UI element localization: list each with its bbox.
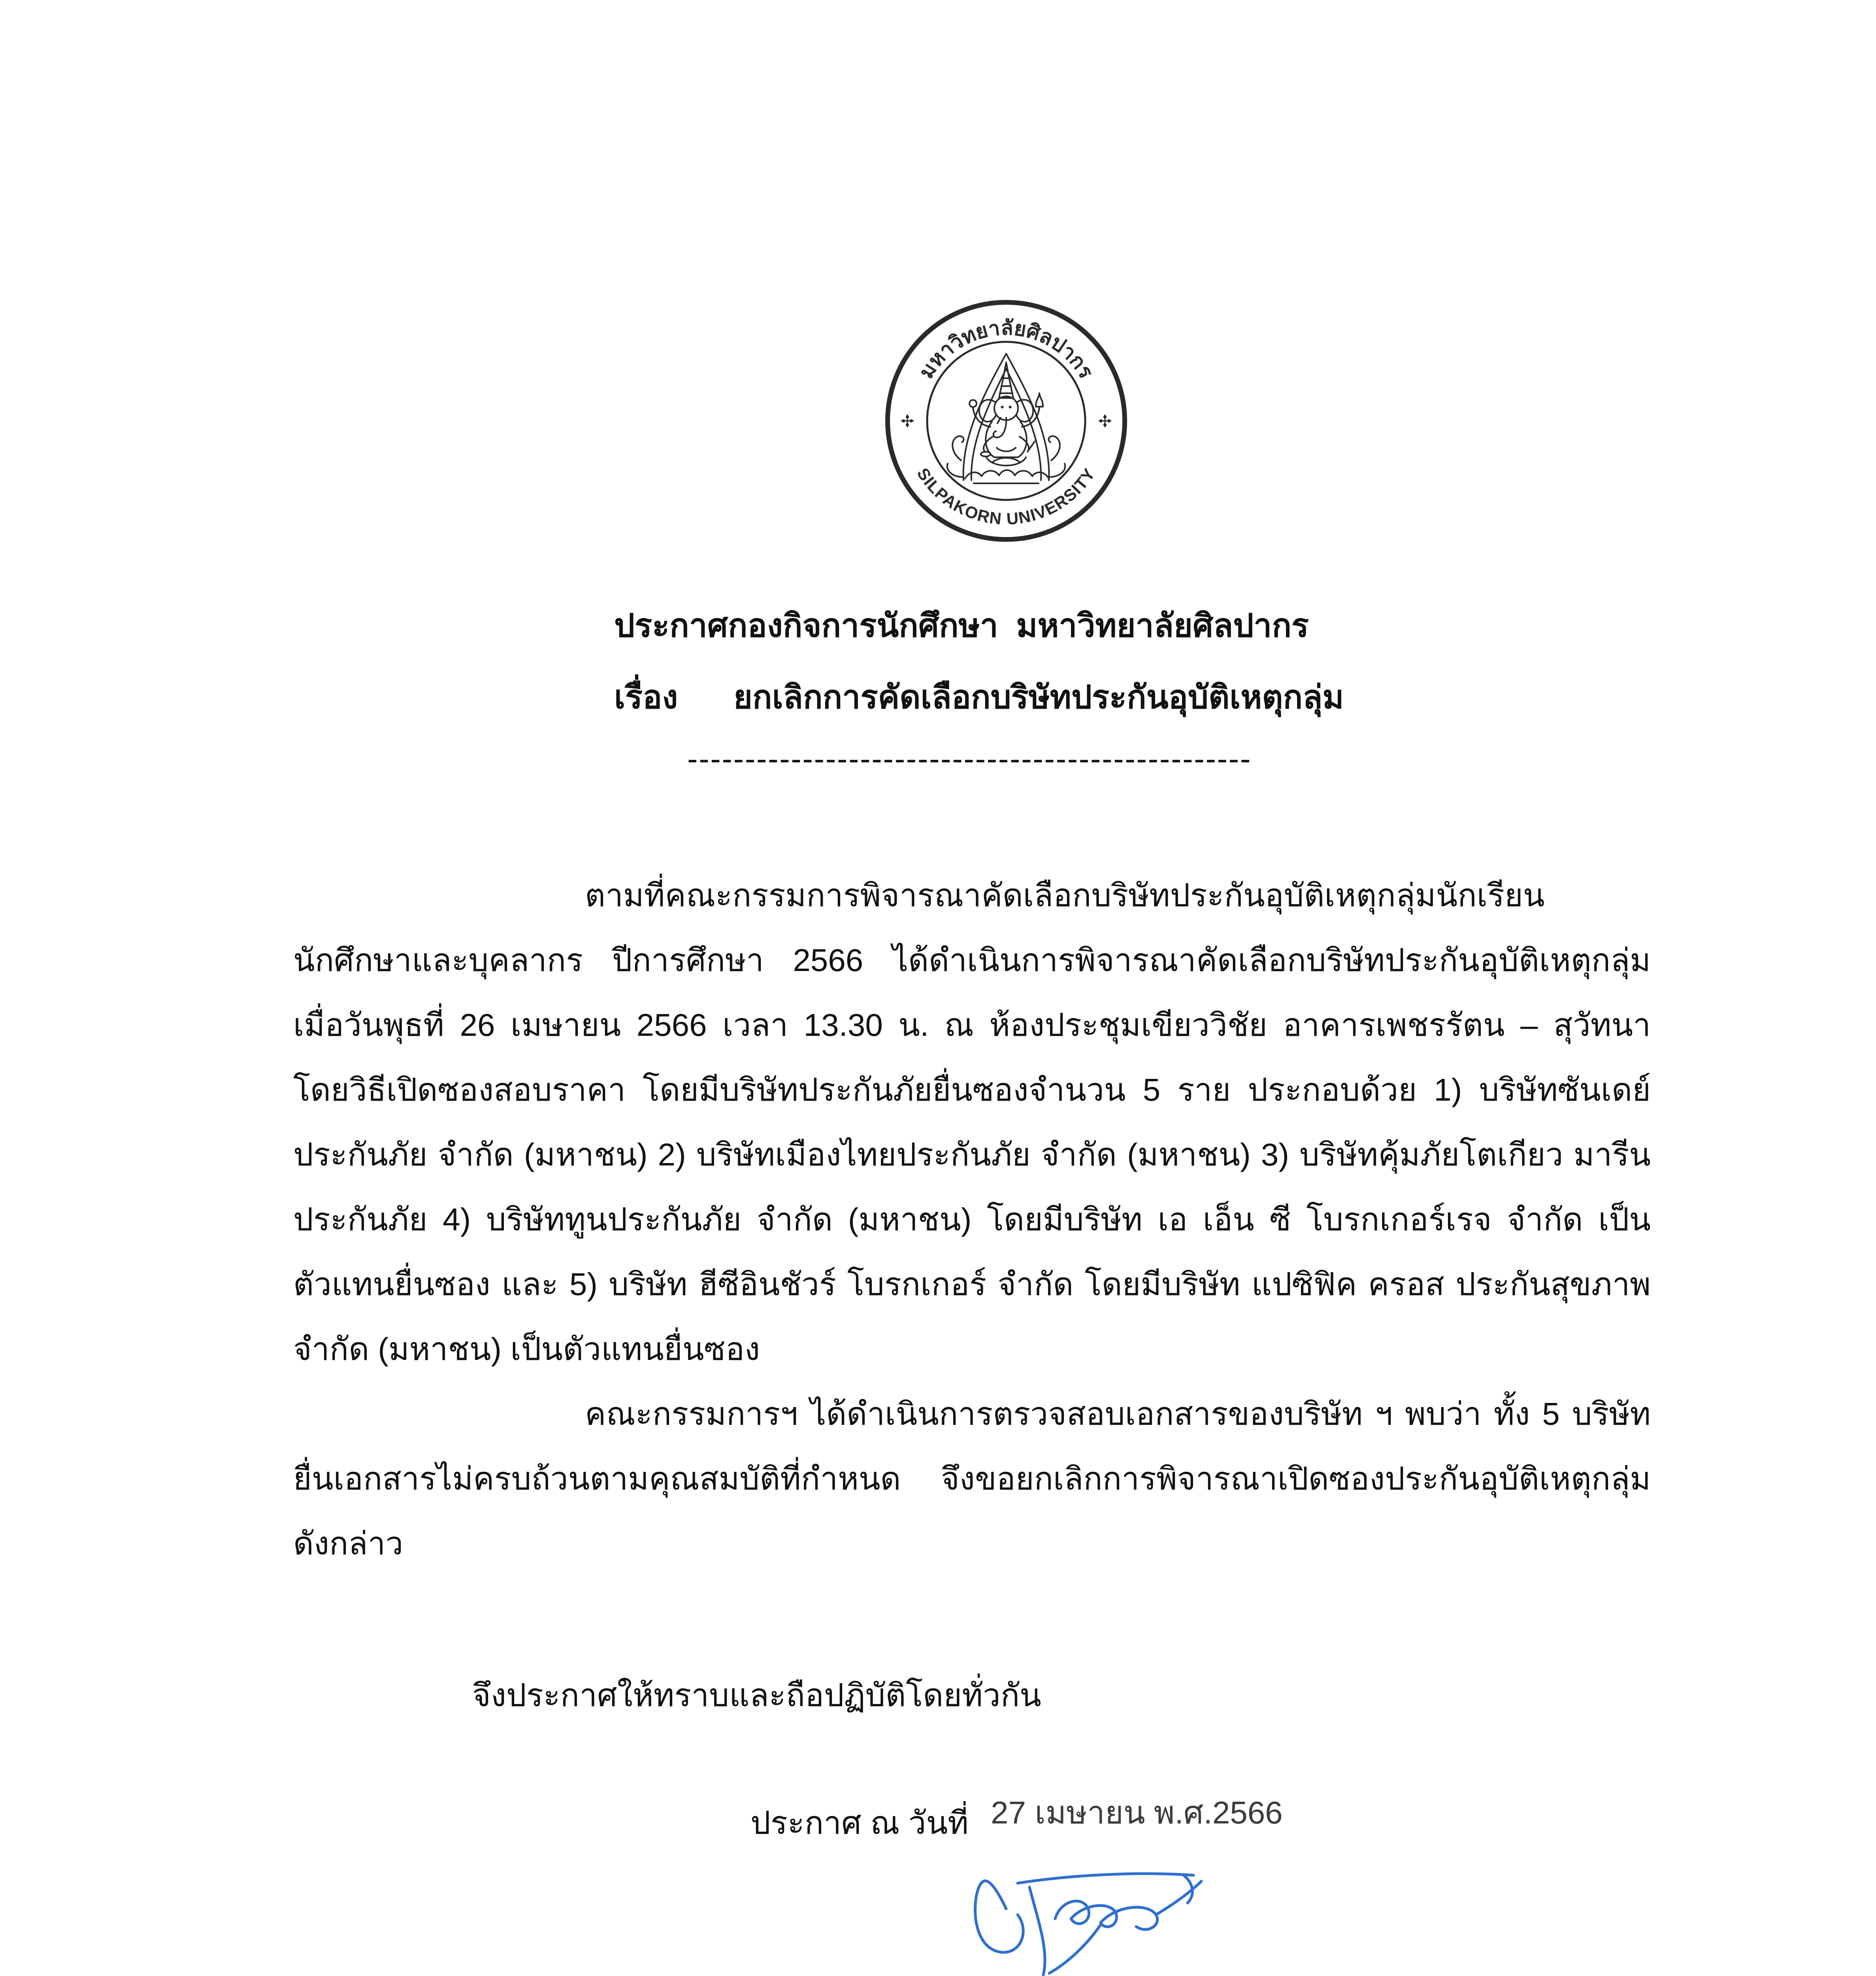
seal-bottom-label: SILPAKORN UNIVERSITY (913, 464, 1099, 528)
signature-icon (970, 1859, 1207, 1976)
paragraph-line: ตามที่คณะกรรมการพิจารณาคัดเลือกบริษัทประกันอุบัติเหตุกลุ่มนักเรียน (585, 878, 1545, 913)
paragraph-line: นักศึกษาและบุคลากร ปีการศึกษา 2566 ได้ดำเนินการพิจารณาคัดเลือกบริษัทประกันอุบัติเหตุกลุ่ม (293, 943, 1651, 978)
date-label: ประกาศ ณ วันที่ (750, 1805, 969, 1840)
paragraph-line: ยื่นเอกสารไม่ครบถ้วนตามคุณสมบัติที่กำหนด จึงขอยกเลิกการพิจารณาเปิดซองประกันอุบัติเหตุกลุ่ม (293, 1461, 1651, 1496)
title-divider: ------------------------------------------------- (687, 741, 1252, 776)
paragraph-line: ประกันภัย 4) บริษัททูนประกันภัย จำกัด (มหาชน) โดยมีบริษัท เอ เอ็น ซี โบรกเกอร์เรจ จำกัด เป็น (293, 1202, 1651, 1237)
ornament-icon (1099, 415, 1111, 427)
paragraph-line: ประกันภัย จำกัด (มหาชน) 2) บริษัทเมืองไทยประกันภัย จำกัด (มหาชน) 3) บริษัทคุ้มภัยโตเกียว มารีน (293, 1137, 1651, 1172)
paragraph-line: คณะกรรมการฯ ได้ดำเนินการตรวจสอบเอกสารของบริษัท ฯ พบว่า ทั้ง 5 บริษัท (585, 1396, 1651, 1431)
paragraph-line: โดยวิธีเปิดซองสอบราคา โดยมีบริษัทประกันภัยยื่นซองจำนวน 5 ราย ประกอบด้วย 1) บริษัทซันเดย์ (293, 1072, 1651, 1107)
subject-text: ยกเลิกการคัดเลือกบริษัทประกันอุบัติเหตุกลุ่ม (733, 679, 1344, 715)
paragraph-line: ดังกล่าว (293, 1526, 403, 1561)
ornament-icon (901, 415, 914, 427)
paragraph-line: ตัวแทนยื่นซอง และ 5) บริษัท ฮีซีอินชัวร์ โบรกเกอร์ จำกัด โดยมีบริษัท แปซิฟิค ครอส ประกันสุขภาพ (293, 1267, 1651, 1302)
subject-label: เรื่อง (614, 679, 678, 715)
seal-top-text (915, 317, 1098, 383)
ganesha-emblem-icon (947, 354, 1065, 483)
announcement-title: ประกาศกองกิจการนักศึกษา มหาวิทยาลัยศิลปากร (614, 608, 1309, 644)
closing-statement: จึงประกาศให้ทราบและถือปฏิบัติโดยทั่วกัน (472, 1678, 1041, 1713)
university-seal-icon (880, 294, 1133, 547)
date-value: 27 เมษายน พ.ศ.2566 (991, 1795, 1283, 1830)
seal-top-label: มหาวิทยาลัยศิลปากร (914, 316, 1098, 383)
paragraph-line: เมื่อวันพุธที่ 26 เมษายน 2566 เวลา 13.30 น. ณ ห้องประชุมเขียววิชัย อาคารเพชรรัตน – สุวัทนา (293, 1007, 1651, 1043)
paragraph-line: จำกัด (มหาชน) เป็นตัวแทนยื่นซอง (293, 1331, 760, 1367)
